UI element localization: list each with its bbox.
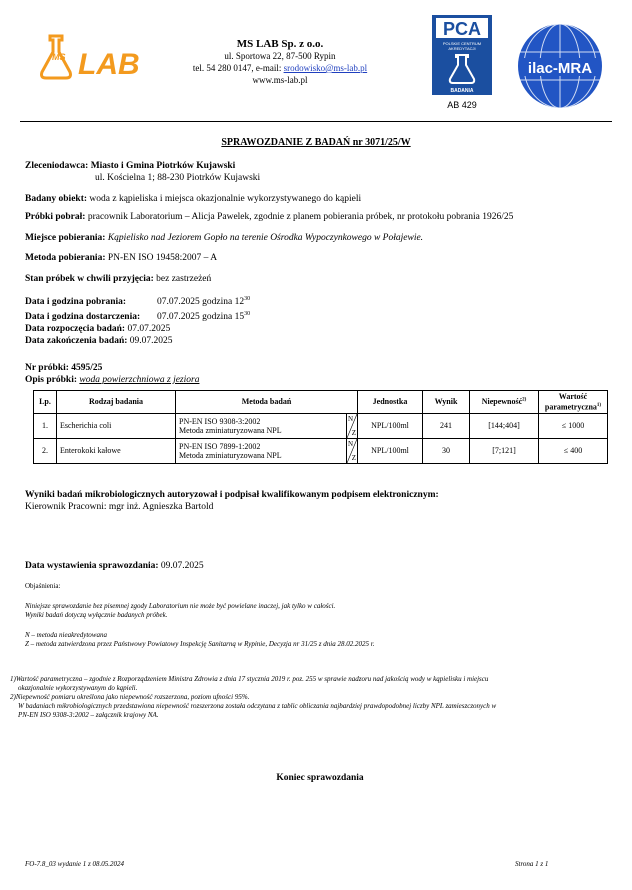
dates-block: Data i godzina pobrania: 07.07.2025 godzina $12^{30}$ Data i godzina dostarczenia: 07.07.2025 godzina $15^{30}$ — [25, 296, 251, 323]
issue-date: Data wystawienia sprawozdania: 09.07.2025 — [25, 561, 204, 571]
col-lp: Lp. — [34, 391, 57, 414]
ilac-mra-logo — [516, 22, 604, 110]
svg-text:BADANIA: BADANIA — [450, 88, 474, 94]
table-row: 2. Enterokoki kałowe PN-EN ISO 7899-1:2002 Metoda zminiaturyzowana NPL N Z NPL/100ml 30 [7;121] ≤ 400 — [34, 438, 608, 463]
col-unit: Jednostka — [358, 391, 423, 414]
report-title: SPRAWOZDANIE Z BADAŃ nr 3071/25/W — [221, 137, 411, 148]
sampler-row: Próbki pobrał: pracownik Laboratorium – Alicja Pawelek, zgodnie z planem pobierania próbek, nr protokołu pobrania 1926/25 — [25, 212, 514, 222]
company-website[interactable]: www.ms-lab.pl — [252, 75, 308, 85]
end-of-report: Koniec sprawozdania — [276, 773, 364, 783]
svg-text:LAB: LAB — [78, 48, 140, 81]
svg-text:PCA: PCA — [442, 19, 482, 39]
company-contact: tel. 54 280 0147, e-mail: srodowisko@ms-lab.pl — [192, 63, 368, 73]
footnotes: 1)Wartość parametryczna – zgodnie z Rozporządzeniem Ministra Zdrowia z dnia 17 stycznia 2019 r. poz. 255 w sprawie nadzoru nad jakością wody w kąpielisku i miejscu okazjonalnie wykorzystywanym do kąpieli. 2)Niepewność pomiaru określona jako niepewność rozszerzona, poziom ufności 95%. W badaniach mikrobiologicznych przedstawiona niepewność rozszerzona została odczytana z tablic obliczania najbardziej prawdopodobnej liczby NPL zamieszczonych w PN-EN ISO 9308-3:2002 – załącznik krajowy NA. — [10, 675, 497, 719]
client-address: ul. Kościelna 1; 88-230 Piotrków Kujawski — [95, 173, 261, 183]
table-row: 1. Escherichia coli PN-EN ISO 9308-3:2002 Metoda zminiaturyzowana NPL N Z NPL/100ml 241 [144;404] ≤ 1000 — [34, 413, 608, 438]
method-definitions: N – metoda nieakredytowana Z – metoda zatwierdzona przez Państwowy Powiatowy Inspekcję Sanitarną w Rypinie, Decyzja nr 31/25 z dnia 28.02.2025 r. — [25, 631, 375, 648]
company-name: MS LAB Sp. z o.o. — [236, 38, 324, 50]
pca-logo — [432, 15, 492, 95]
sample-info: Nr próbki: 4595/25 Opis próbki: woda powierzchniowa z jeziora — [25, 363, 200, 385]
company-address: ul. Sportowa 22, 87-500 Rypin — [224, 51, 336, 61]
condition-row: Stan próbek w chwili przyjęcia: bez zastrzeżeń — [25, 274, 212, 284]
nz-marker: N Z — [348, 439, 356, 462]
results-table — [33, 390, 608, 464]
mslab-logo — [40, 28, 150, 82]
signature-block: Wyniki badań mikrobiologicznych autoryzował i podpisał kwalifikowanym podpisem elektronicznym: Kierownik Pracowni: mgr inż. Agnieszka Bartold — [25, 490, 439, 512]
svg-text:POLSKIE CENTRUM: POLSKIE CENTRUM — [442, 41, 482, 46]
nz-marker: N Z — [348, 414, 356, 437]
col-test: Rodzaj badania — [57, 391, 176, 414]
analysis-dates: Data rozpoczęcia badań: 07.07.2025 Data zakończenia badań: 09.07.2025 — [25, 324, 173, 346]
col-method: Metoda badań — [176, 391, 358, 414]
notes-heading: Objaśnienia: — [25, 582, 61, 590]
header-divider — [20, 121, 612, 122]
svg-text:ilac-MRA: ilac-MRA — [527, 60, 593, 77]
pca-number: AB 429 — [447, 100, 477, 110]
place-row: Miejsce pobierania: Kąpielisko nad Jeziorem Gopło na terenie Ośrodka Wypoczynkowego w Połajewie. — [25, 233, 424, 243]
footer-page-number: Strona 1 z 1 — [515, 860, 549, 868]
col-result: Wynik — [423, 391, 470, 414]
object-row: Badany obiekt: woda z kąpieliska i miejsca okazjonalnie wykorzystywanego do kąpieli — [25, 194, 362, 204]
col-uncertainty: Niepewność$^{2)}$ — [470, 391, 539, 414]
notes-block: Niniejsze sprawozdanie bez pisemnej zgody Laboratorium nie może być powielane inaczej, jak tylko w całości. Wyniki badań dotyczą wyłącznie badanych próbek. — [25, 602, 336, 619]
email-link[interactable]: srodowisko@ms-lab.pl — [283, 63, 368, 73]
table-header-row — [34, 391, 608, 414]
client-block: Zleceniodawca: Miasto i Gmina Piotrków Kujawski ul. Kościelna 1; 88-230 Piotrków Kujawski — [25, 161, 261, 183]
svg-text:MS: MS — [52, 52, 66, 62]
footer-form-id: FO-7.8_03 wydanie 1 z 08.05.2024 — [25, 860, 124, 868]
col-param: Wartość parametryczna$^{1)}$ — [539, 391, 608, 414]
svg-text:AKREDYTACJI: AKREDYTACJI — [448, 46, 476, 51]
client-name: Miasto i Gmina Piotrków Kujawski — [90, 161, 236, 171]
company-info — [170, 38, 390, 86]
method-row: Metoda pobierania: PN-EN ISO 19458:2007 – A — [25, 253, 218, 263]
